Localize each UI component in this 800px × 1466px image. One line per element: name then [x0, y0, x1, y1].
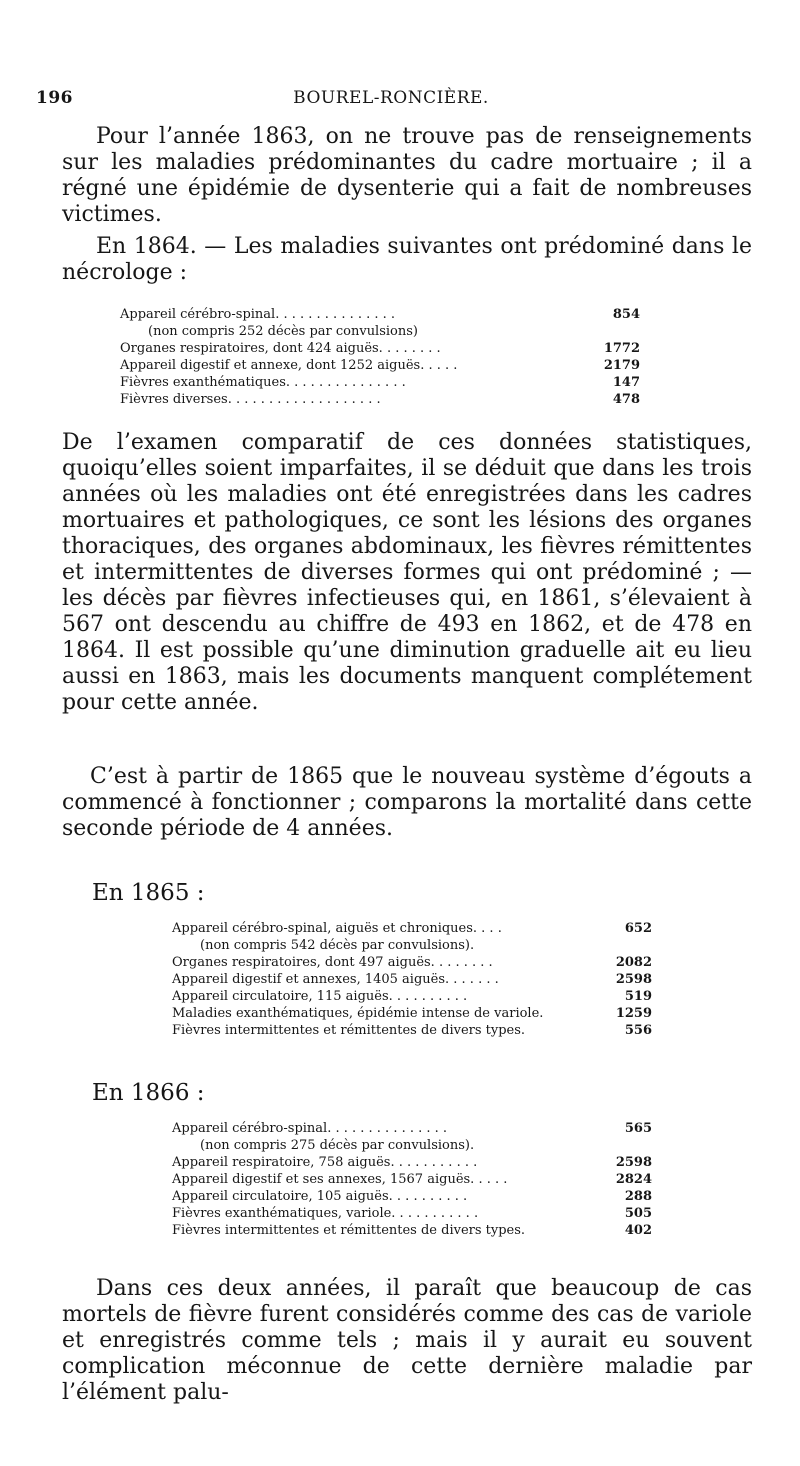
row-value: 2598	[615, 972, 652, 987]
page-header	[36, 88, 746, 114]
paragraph-egouts: C’est à partir de 1865 que le nouveau système d’égouts a commencé à fonctionner ; comparons la mortalité dans cette seconde période de 4 années.	[62, 764, 752, 841]
row-value: 565	[624, 1121, 652, 1136]
row-label: Organes respiratoires, dont 424 aiguës. . . . . . . .	[120, 341, 441, 356]
paragraph-examen: De l’examen comparatif de ces données statistiques, quoiqu’elles soient imparfaites, il se déduit que dans les trois années où les maladies ont été enregistrées dans les cadres mortuaires et pathologiques, ce sont les lésions des organes thoraciques, des organes abdominaux, les fièvres rémittentes et intermittentes de diverses formes qui ont prédominé ; — les décès par fièvres infectieuses qui, en 1861, s’élevaient à 567 ont descendu au chiffre de 493 en 1862, et de 478 en 1864. Il est possible qu’une diminution graduelle ait eu lieu aussi en 1863, mais les documents manquent complétement pour cette année.	[62, 430, 752, 715]
row-label: (non compris 542 décès par convulsions).	[200, 938, 475, 953]
row-label: Fièvres intermittentes et rémittentes de divers types.	[172, 1023, 526, 1038]
row-label: Organes respiratoires, dont 497 aiguës. . . . . . . .	[172, 955, 493, 970]
table-row	[172, 1188, 652, 1205]
row-label: (non compris 275 décès par convulsions).	[200, 1138, 475, 1153]
table-row	[172, 971, 652, 988]
row-label: Appareil cérébro-spinal. . . . . . . . . . . . . . .	[120, 307, 396, 322]
running-title: BOUREL-RONCIÈRE.	[293, 88, 489, 108]
row-label: Fièvres intermittentes et rémittentes de divers types.	[172, 1223, 526, 1238]
row-label: Appareil cérébro-spinal. . . . . . . . . . . . . . .	[172, 1121, 448, 1136]
table-row	[120, 306, 640, 323]
row-label: Appareil digestif et annexes, 1405 aiguës. . . . . . .	[172, 972, 499, 987]
row-value: 147	[612, 375, 640, 390]
row-value: 2824	[615, 1172, 652, 1187]
row-value: 402	[624, 1223, 652, 1238]
table-row	[120, 391, 640, 408]
row-value: 288	[624, 1189, 652, 1204]
table-row	[172, 988, 652, 1005]
table-row	[172, 1005, 652, 1022]
row-value: 519	[624, 989, 652, 1004]
heading-1866: En 1866 :	[92, 1080, 205, 1106]
row-label: Appareil respiratoire, 758 aiguës. . . . . . . . . . .	[172, 1155, 478, 1170]
row-label: (non compris 252 décès par convulsions)	[148, 324, 418, 339]
row-value	[580, 323, 640, 340]
row-label: Fièvres diverses. . . . . . . . . . . . . . . . . . .	[120, 392, 381, 407]
row-value	[599, 1137, 652, 1154]
row-value: 652	[624, 921, 652, 936]
row-label: Appareil circulatoire, 105 aiguës. . . . . . . . . .	[172, 1189, 468, 1204]
table-1864	[120, 306, 640, 408]
row-value: 1772	[603, 341, 640, 356]
table-1865	[172, 920, 652, 1039]
table-row	[172, 1222, 652, 1239]
paragraph-1864-intro: En 1864. — Les maladies suivantes ont prédominé dans le nécrologe :	[62, 234, 752, 285]
row-label: Fièvres exanthématiques, variole. . . . . . . . . . .	[172, 1206, 479, 1221]
paragraph-1863: Pour l’année 1863, on ne trouve pas de renseignements sur les maladies prédominantes du cadre mortuaire ; il a régné une épidémie de dysenterie qui a fait de nombreuses victimes.	[62, 124, 752, 227]
row-label: Appareil digestif et ses annexes, 1567 aiguës. . . . .	[172, 1172, 508, 1187]
row-value: 1259	[615, 1006, 652, 1021]
table-row	[172, 1120, 652, 1137]
paragraph-variole: Dans ces deux années, il paraît que beaucoup de cas mortels de fièvre furent considérés comme des cas de variole et enregistrés comme tels ; mais il y aurait eu souvent complication méconnue de cette dernière maladie par l’élément palu-	[62, 1276, 752, 1405]
row-value: 556	[624, 1023, 652, 1038]
table-row	[120, 374, 640, 391]
row-value	[601, 937, 652, 954]
row-value: 2179	[603, 358, 640, 373]
heading-1865: En 1865 :	[92, 880, 205, 906]
row-label: Appareil circulatoire, 115 aiguës. . . . . . . . . .	[172, 989, 468, 1004]
table-row	[172, 1022, 652, 1039]
table-row	[172, 937, 652, 954]
row-value: 854	[612, 307, 640, 322]
table-row	[120, 340, 640, 357]
table-row	[172, 1137, 652, 1154]
row-value: 2598	[615, 1155, 652, 1170]
page-number: 196	[36, 88, 73, 108]
table-row	[172, 1205, 652, 1222]
row-label: Maladies exanthématiques, épidémie intense de variole.	[172, 1006, 544, 1021]
row-label: Appareil cérébro-spinal, aiguës et chroniques. . . .	[172, 921, 502, 936]
row-value: 478	[612, 392, 640, 407]
table-row	[172, 1154, 652, 1171]
table-row	[172, 920, 652, 937]
table-row	[172, 954, 652, 971]
row-label: Appareil digestif et annexe, dont 1252 aiguës. . . . .	[120, 358, 458, 373]
table-row	[172, 1171, 652, 1188]
row-value: 2082	[615, 955, 652, 970]
table-1866	[172, 1120, 652, 1239]
table-row	[120, 357, 640, 374]
table-row	[120, 323, 640, 340]
row-value: 505	[624, 1206, 652, 1221]
row-label: Fièvres exanthématiques. . . . . . . . . . . . . . .	[120, 375, 406, 390]
